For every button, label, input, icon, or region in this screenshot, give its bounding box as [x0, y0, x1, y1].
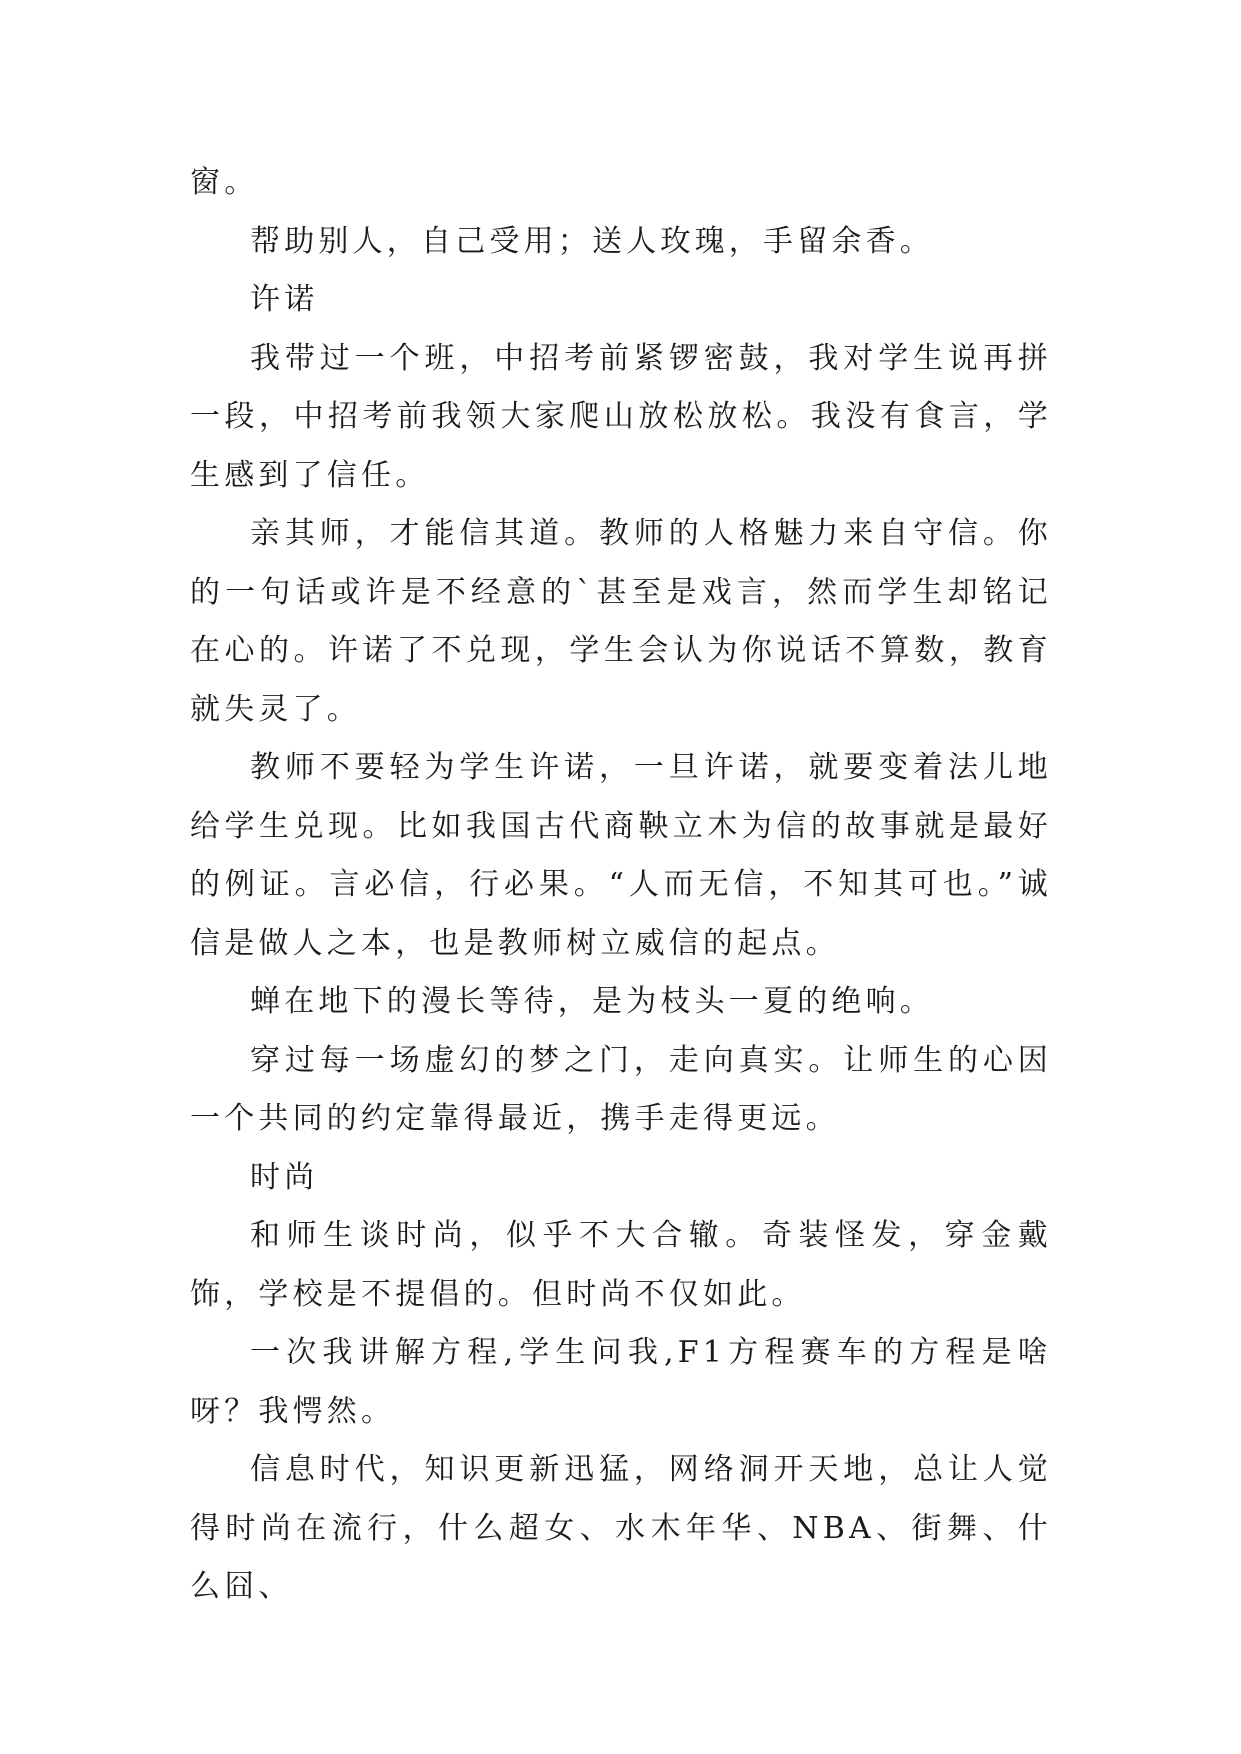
section-heading-promise: 许诺: [250, 282, 319, 317]
paragraph: 帮助别人，自己受用；送人玫瑰，手留余香。: [250, 223, 934, 259]
paragraph: 亲其师，才能信其道。教师的人格魅力来自守信。你的一句话或许是不经意的`甚至是戏言，然而学生却铭记在心的。许诺了不兑现，学生会认为你说话不算数，教育就失灵了。: [190, 516, 1052, 727]
paragraph: 我带过一个班，中招考前紧锣密鼓，我对学生说再拼一段，中招考前我领大家爬山放松放松。我没有食言，学生感到了信任。: [190, 340, 1052, 493]
paragraph: 蝉在地下的漫长等待，是为枝头一夏的绝响。: [250, 984, 934, 1019]
section-heading-fashion: 时尚: [250, 1159, 319, 1195]
paragraph: 一次我讲解方程,学生问我,F1方程赛车的方程是啥呀？我愕然。: [190, 1335, 1052, 1429]
paragraph: 教师不要轻为学生许诺，一旦许诺，就要变着法儿地给学生兑现。比如我国古代商鞅立木为信的故事就是最好的例证。言必信，行必果。“人而无信，不知其可也。”诚信是做人之本，也是教师树立威信的起点。: [190, 750, 1052, 961]
paragraph: 穿过每一场虚幻的梦之门，走向真实。让师生的心因一个共同的约定靠得最近，携手走得更远。: [190, 1042, 1052, 1136]
body-text: [190, 154, 1052, 1617]
paragraph: 和师生谈时尚，似乎不大合辙。奇装怪发，穿金戴饰，学校是不提倡的。但时尚不仅如此。: [190, 1218, 1052, 1312]
paragraph-continuation: 窗。: [190, 165, 259, 200]
paragraph: 信息时代，知识更新迅猛，网络洞开天地，总让人觉得时尚在流行，什么超女、水木年华、NBA、街舞、什么囧、: [190, 1452, 1052, 1604]
